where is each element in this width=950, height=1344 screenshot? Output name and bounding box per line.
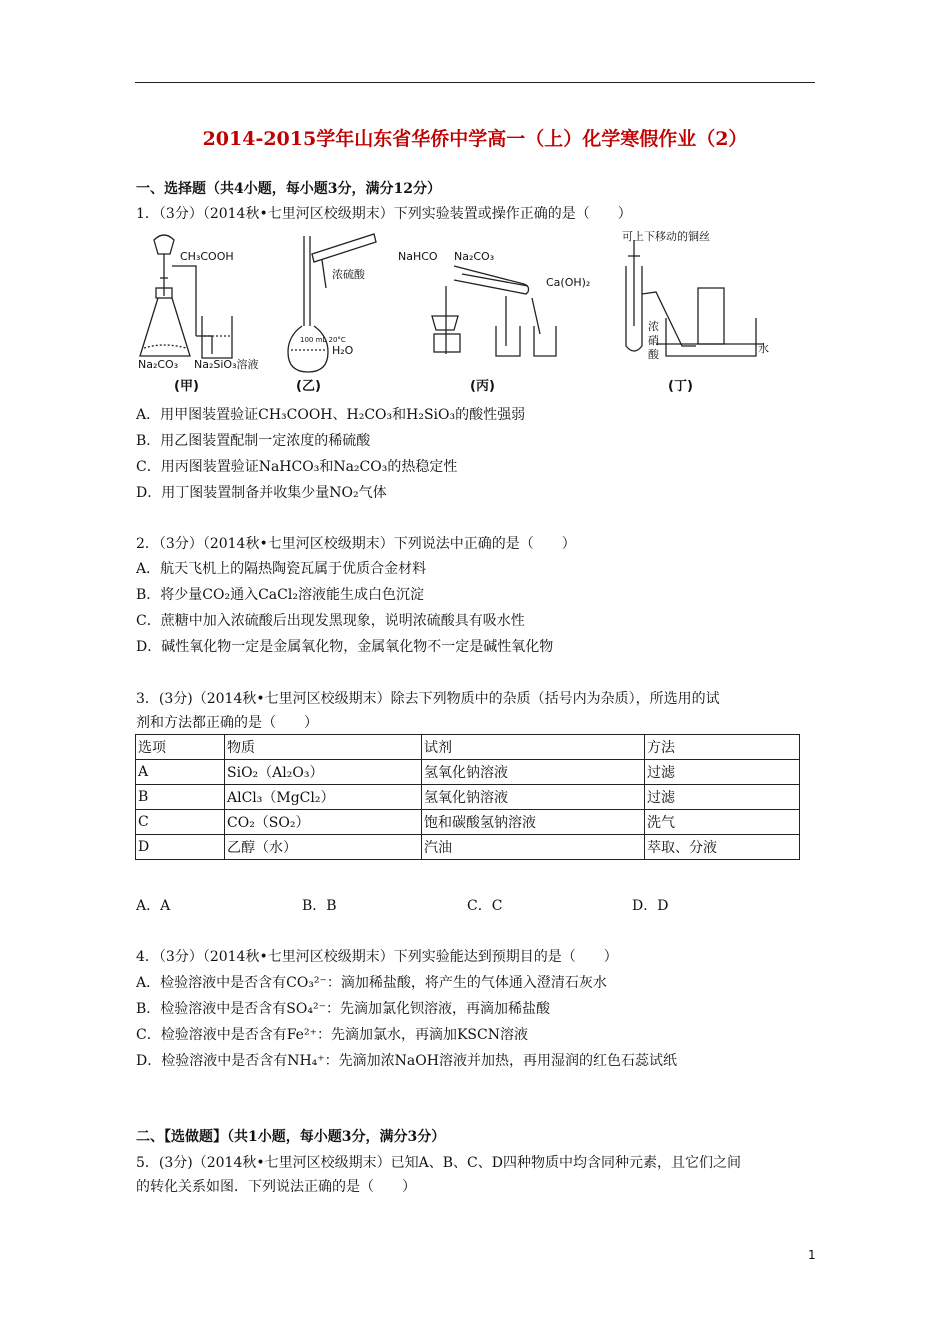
q4-option-d: D．检验溶液中是否含有NH₄⁺：先滴加浓NaOH溶液并加热，再用湿润的红色石蕊试纸 xyxy=(136,1053,677,1069)
q4-stem: 4．（3分）（2014秋•七里河区校级期末）下列实验能达到预期目的是（ ） xyxy=(136,949,618,965)
q1-stem: 1．（3分）（2014秋•七里河区校级期末）下列实验装置或操作正确的是（ ） xyxy=(136,206,632,222)
bing-left-label: NaHCO xyxy=(398,250,438,263)
table-cell: 乙醇（水） xyxy=(225,835,422,860)
table-cell: A xyxy=(136,760,225,785)
table-cell: B xyxy=(136,785,225,810)
page-number: 1 xyxy=(808,1248,816,1262)
yi-reagent-label: 浓硫酸 xyxy=(332,268,365,281)
q2-option-b: B．将少量CO₂通入CaCl₂溶液能生成白色沉淀 xyxy=(136,587,424,603)
table-cell: 过滤 xyxy=(645,785,800,810)
q2-option-c: C．蔗糖中加入浓硫酸后出现发黑现象，说明浓硫酸具有吸水性 xyxy=(136,613,525,629)
table-cell: 汽油 xyxy=(422,835,645,860)
ding-acid-3: 酸 xyxy=(648,348,659,361)
table-row xyxy=(136,760,800,785)
top-rule xyxy=(135,82,815,83)
ding-water-label: 水 xyxy=(758,342,769,355)
q2-option-a: A．航天飞机上的隔热陶瓷瓦属于优质合金材料 xyxy=(136,561,427,577)
q1-apparatus-figures xyxy=(136,226,776,398)
yi-caption: (乙) xyxy=(296,379,321,394)
table-header-row xyxy=(136,735,800,760)
table-cell: AlCl₃（MgCl₂） xyxy=(225,785,422,810)
ding-top-label: 可上下移动的铜丝 xyxy=(622,230,710,243)
q1-option-b: B．用乙图装置配制一定浓度的稀硫酸 xyxy=(136,433,371,449)
q3-stem-line-2: 剂和方法都正确的是（ ） xyxy=(136,715,318,731)
jia-right-label: Na₂SiO₃溶液 xyxy=(194,358,259,371)
ding-caption: (丁) xyxy=(668,379,693,394)
ding-acid-2: 硝 xyxy=(648,334,659,347)
document-title: 2014-2015学年山东省华侨中学高一（上）化学寒假作业（2） xyxy=(202,128,748,150)
table-cell: SiO₂（Al₂O₃） xyxy=(225,760,422,785)
q3-answer-b: B．B xyxy=(302,898,337,914)
q3-answer-a: A．A xyxy=(136,898,171,914)
section-2-heading: 二、【选做题】（共1小题，每小题3分，满分3分） xyxy=(136,1129,446,1145)
table-row xyxy=(136,835,800,860)
header-cell: 试剂 xyxy=(422,735,645,760)
q5-stem-line-2: 的转化关系如图．下列说法正确的是（ ） xyxy=(136,1179,416,1195)
table-cell: D xyxy=(136,835,225,860)
q2-stem: 2．（3分）（2014秋•七里河区校级期末）下列说法中正确的是（ ） xyxy=(136,536,576,552)
table-row xyxy=(136,810,800,835)
table-cell: 饱和碳酸氢钠溶液 xyxy=(422,810,645,835)
bing-limewater-label: Ca(OH)₂ xyxy=(546,276,591,289)
figure-ding xyxy=(622,229,769,394)
q4-option-c: C．检验溶液中是否含有Fe²⁺：先滴加氯水，再滴加KSCN溶液 xyxy=(136,1027,528,1043)
header-cell: 方法 xyxy=(645,735,800,760)
table-cell: 氢氧化钠溶液 xyxy=(422,785,645,810)
table-cell: 氢氧化钠溶液 xyxy=(422,760,645,785)
q4-option-b: B．检验溶液中是否含有SO₄²⁻：先滴加氯化钡溶液，再滴加稀盐酸 xyxy=(136,1001,550,1017)
table-row xyxy=(136,785,800,810)
q3-answer-c: C．C xyxy=(467,898,503,914)
q3-answer-d: D．D xyxy=(632,898,669,914)
table-cell: C xyxy=(136,810,225,835)
jia-left-label: Na₂CO₃ xyxy=(138,358,179,371)
table-cell: 萃取、分液 xyxy=(645,835,800,860)
jia-caption: (甲) xyxy=(174,379,199,394)
header-cell: 物质 xyxy=(225,735,422,760)
q2-option-d: D．碱性氧化物一定是金属氧化物，金属氧化物不一定是碱性氧化物 xyxy=(136,639,554,655)
q1-option-d: D．用丁图装置制备并收集少量NO₂气体 xyxy=(136,485,387,501)
table-cell: CO₂（SO₂） xyxy=(225,810,422,835)
q3-stem-line-1: 3．(3分)（2014秋•七里河区校级期末）除去下列物质中的杂质（括号内为杂质），所选用的试 xyxy=(136,691,720,707)
figure-bing xyxy=(398,250,590,394)
table-cell: 洗气 xyxy=(645,810,800,835)
jia-reagent-label: CH₃COOH xyxy=(180,250,234,263)
yi-flask-label: 100 mL 20°C xyxy=(300,336,346,344)
q1-option-c: C．用丙图装置验证NaHCO₃和Na₂CO₃的热稳定性 xyxy=(136,459,458,475)
q1-option-a: A．用甲图装置验证CH₃COOH、H₂CO₃和H₂SiO₃的酸性强弱 xyxy=(136,407,526,423)
q5-stem-line-1: 5．(3分)（2014秋•七里河区校级期末）已知A、B、C、D四种物质中均含同种元素，且它们之间 xyxy=(136,1155,741,1171)
bing-caption: (丙) xyxy=(470,379,495,394)
ding-acid-1: 浓 xyxy=(648,320,659,333)
figure-yi xyxy=(288,234,376,394)
bing-right-label: Na₂CO₃ xyxy=(454,250,495,263)
section-1-heading: 一、选择题（共4小题，每小题3分，满分12分） xyxy=(136,181,441,197)
figure-jia xyxy=(138,235,259,394)
table-cell: 过滤 xyxy=(645,760,800,785)
q4-option-a: A．检验溶液中是否含有CO₃²⁻：滴加稀盐酸，将产生的气体通入澄清石灰水 xyxy=(136,975,607,991)
yi-water-label: H₂O xyxy=(332,344,354,357)
q3-table xyxy=(135,734,800,860)
header-cell: 选项 xyxy=(136,735,225,760)
